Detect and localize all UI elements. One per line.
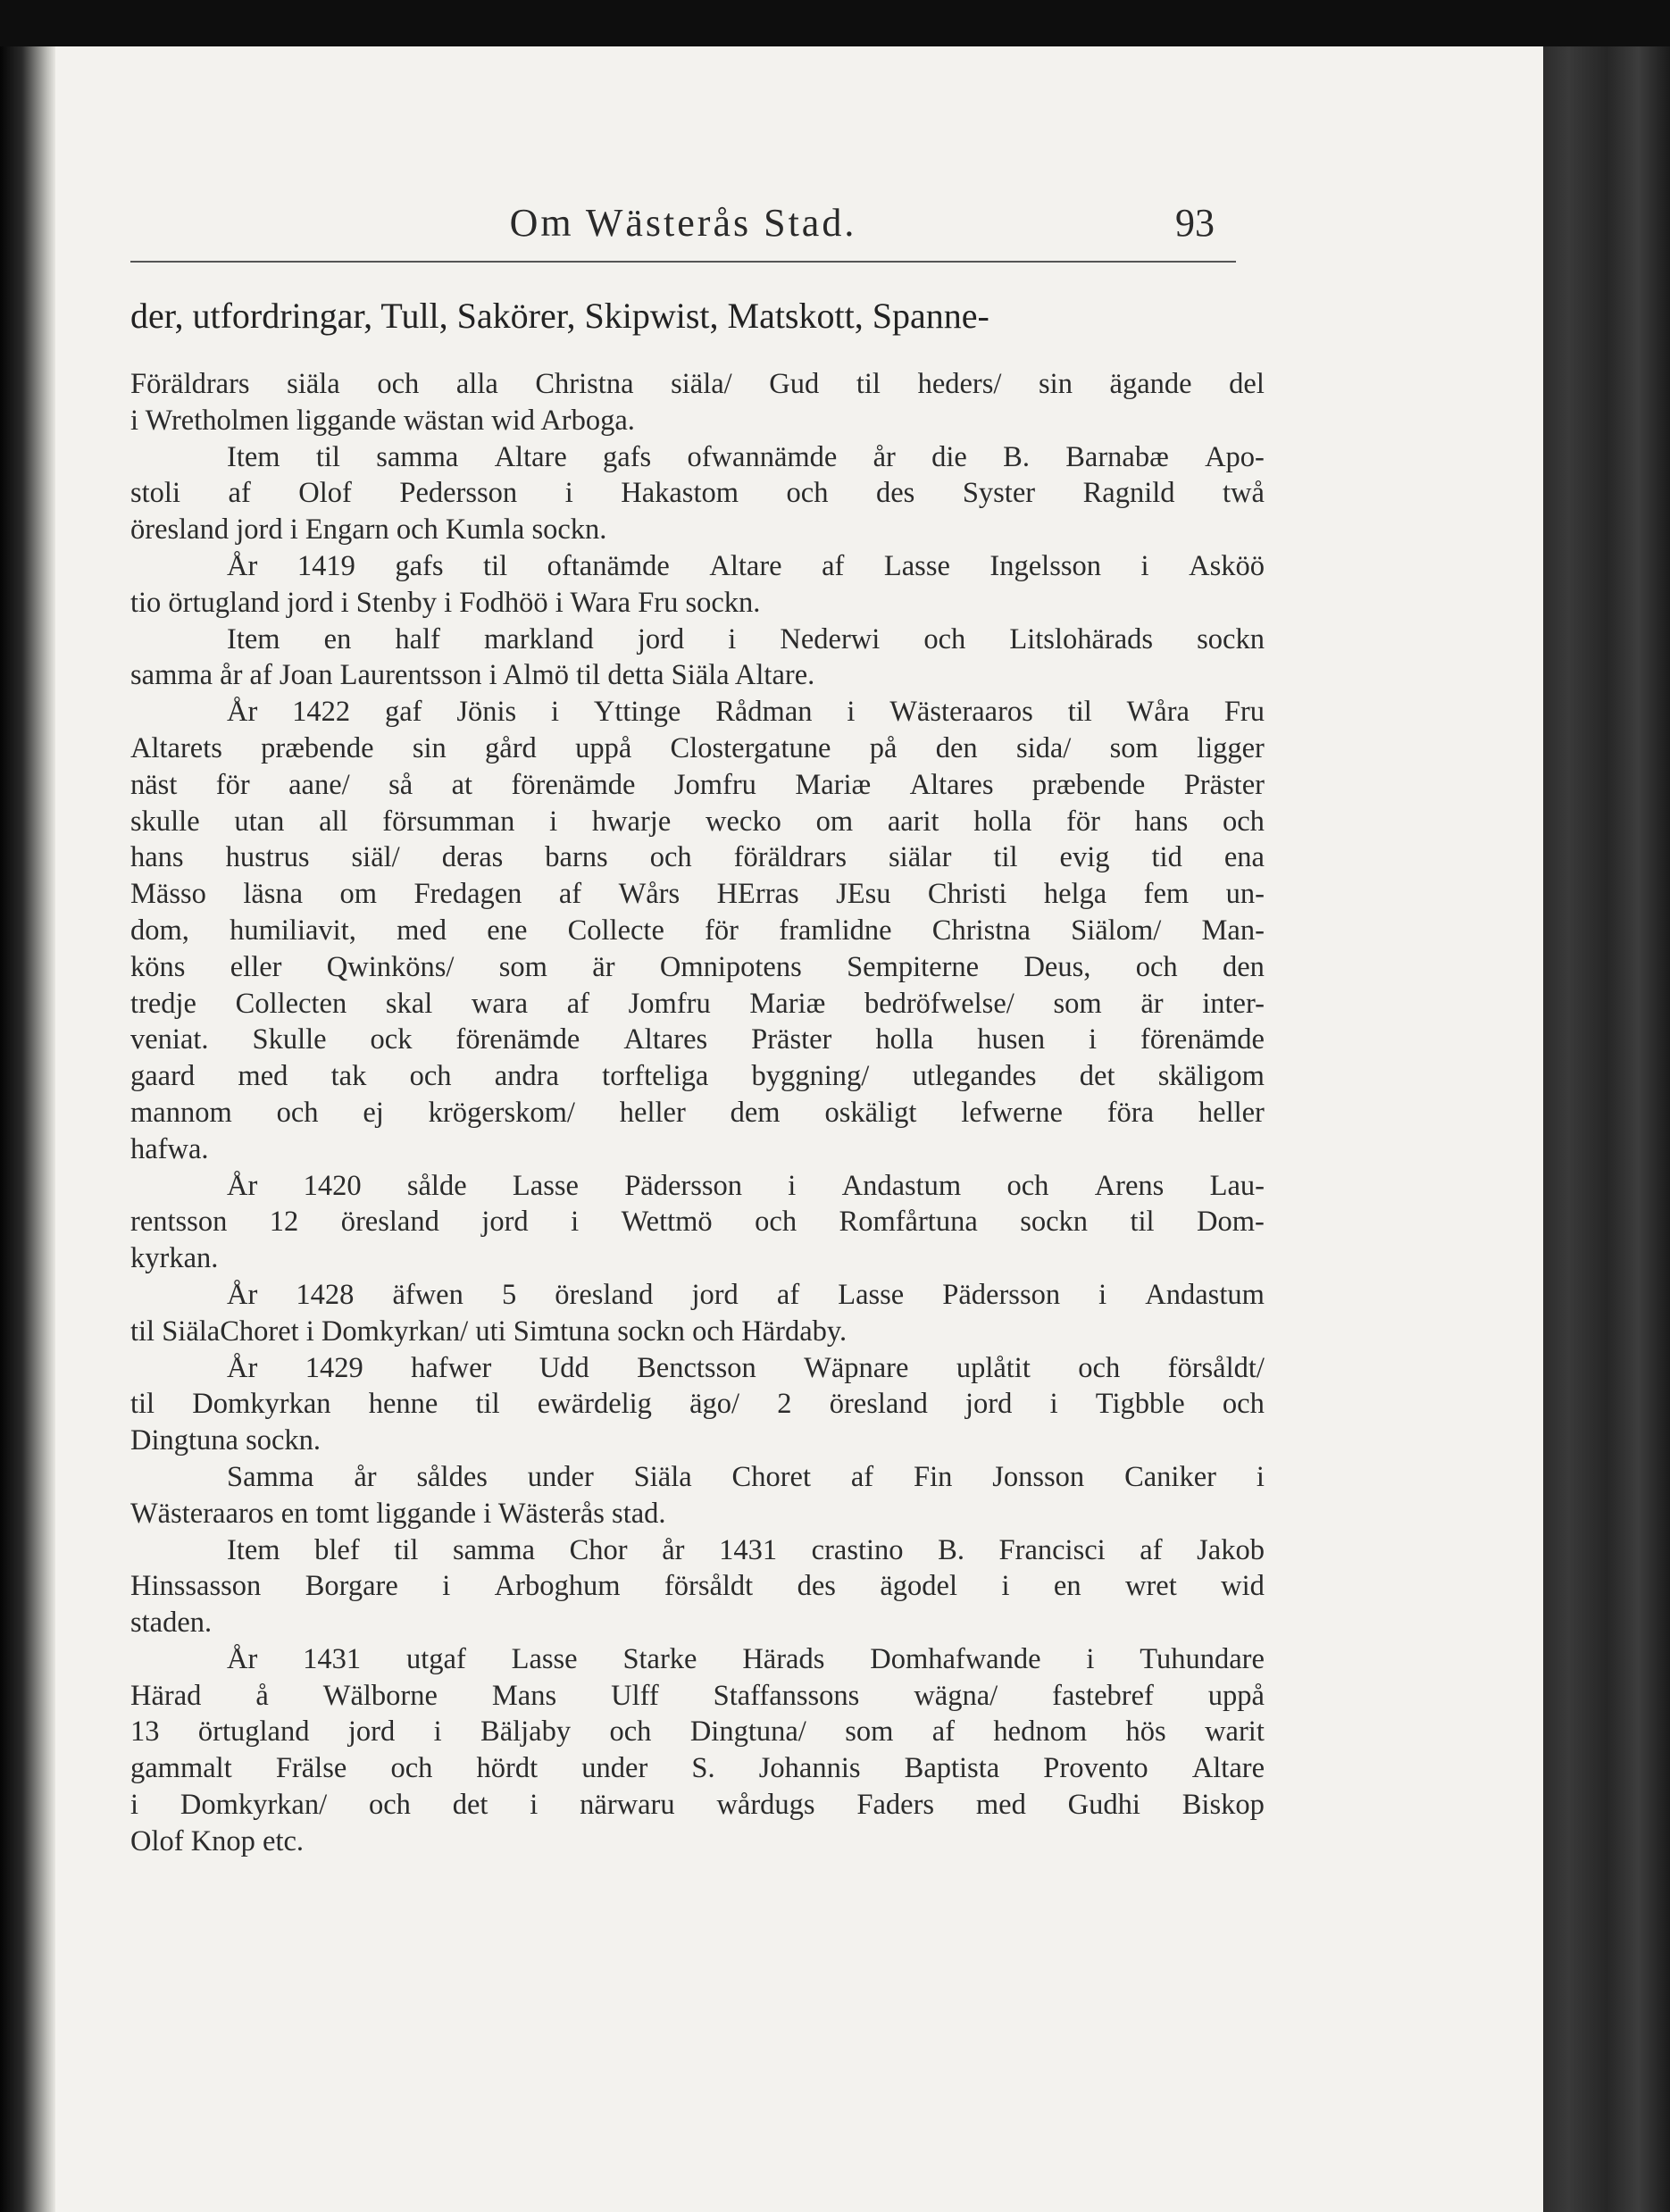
text-line: Dingtuna sockn. [130,1424,321,1457]
text-line: rentsson 12 öresland jord i Wettmö och Romfårtuna sockn til Dom- [130,1206,1265,1239]
text-line: dom, humiliavit, med ene Collecte för framlidne Christna Siälom/ Man- [130,914,1265,947]
text-line: Altarets præbende sin gård uppå Clostergatune på den sida/ som ligger [130,731,1265,764]
text-line: hafwa. [130,1132,209,1165]
body-text [130,366,1265,1860]
text-line: Föräldrars siäla och alla Christna siäla/ Gud til heders/ sin ägande del [130,368,1265,400]
text-line: Item til samma Altare gafs ofwannämde år die B. Barnabæ Apo- [227,440,1265,473]
text-line: skulle utan all försumman i hwarje wecko om aarit holla för hans och [130,805,1265,838]
text-line: köns eller Qwinköns/ som är Omnipotens Sempiterne Deus, och den [130,950,1265,983]
text-line: kyrkan. [130,1242,219,1275]
running-head: Om Wästerås Stad. [509,201,857,245]
page-number: 93 [1175,201,1215,245]
text-line: i Wretholmen liggande wästan wid Arboga. [130,404,635,437]
text-line: År 1429 hafwer Udd Benctsson Wäpnare uplåtit och försåldt/ [227,1351,1265,1384]
text-line: År 1428 äfwen 5 öresland jord af Lasse Pädersson i Andastum [227,1278,1265,1311]
text-line: gaard med tak och andra torfteliga byggning/ utlegandes det skäligom [130,1060,1265,1093]
text-line: Olof Knop etc. [130,1824,305,1857]
text-line: År 1422 gaf Jönis i Yttinge Rådman i Wästeraaros til Wåra Fru [227,696,1265,729]
text-line: Samma år såldes under Siäla Choret af Fin Jonsson Caniker i [227,1460,1265,1493]
text-line: stoli af Olof Pedersson i Hakastom och des Syster Ragnild twå [130,477,1265,510]
text-line: hans hustrus siäl/ deras barns och föräldrars siälar til evig tid ena [130,841,1265,874]
text-line: Hinssasson Borgare i Arboghum försåldt des ägodel i en wret wid [130,1570,1265,1603]
text-line: i Domkyrkan/ och det i närwaru wårdugs Faders med Gudhi Biskop [130,1789,1265,1822]
text-line: samma år af Joan Laurentsson i Almö til detta Siäla Altare. [130,659,815,692]
text-line: Item en half markland jord i Nederwi och Litslohärads sockn [227,622,1265,655]
book-spine-edge [1543,46,1670,2212]
text-line: Härad å Wälborne Mans Ulff Staffanssons wägna/ fastebref uppå [130,1679,1265,1712]
text-line: til SiälaChoret i Domkyrkan/ uti Simtuna sockn och Härdaby. [130,1315,848,1348]
text-line: gammalt Frälse och hördt under S. Johannis Baptista Provento Altare [130,1752,1265,1785]
scan-left-edge [0,46,55,2212]
text-line: År 1419 gafs til oftanämde Altare af Lasse Ingelsson i Asköö [227,549,1265,582]
text-line: År 1431 utgaf Lasse Starke Härads Domhafwande i Tuhundare [227,1642,1265,1675]
text-line: 13 örtugland jord i Bäljaby och Dingtuna/ som af hednom hös warit [130,1715,1265,1749]
text-line: Mässo läsna om Fredagen af Wårs HErras JEsu Christi helga fem un- [130,878,1265,911]
continued-top-line: der, utfordringar, Tull, Sakörer, Skipwist, Matskott, Spanne- [130,296,989,336]
text-line: tredje Collecten skal wara af Jomfru Mariæ bedröfwelse/ som är inter- [130,987,1265,1020]
text-line: mannom och ej krögerskom/ heller dem oskäligt lefwerne föra heller [130,1096,1265,1129]
text-line: veniat. Skulle ock förenämde Altares Präster holla husen i förenämde [130,1023,1265,1056]
text-line: tio örtugland jord i Stenby i Fodhöö i Wara Fru sockn. [130,586,761,619]
text-line: Wästeraaros en tomt liggande i Wästerås stad. [130,1497,666,1530]
text-line: staden. [130,1607,213,1640]
text-line: År 1420 sålde Lasse Pädersson i Andastum och Arens Lau- [227,1169,1265,1202]
page-header [130,198,1236,263]
text-line: öresland jord i Engarn och Kumla sockn. [130,513,607,547]
text-line: Item blef til samma Chor år 1431 crastino B. Francisci af Jakob [227,1533,1265,1566]
text-line: til Domkyrkan henne til ewärdelig ägo/ 2 öresland jord i Tigbble och [130,1388,1265,1421]
text-line: näst för aane/ så at förenämde Jomfru Mariæ Altares præbende Präster [130,768,1265,801]
